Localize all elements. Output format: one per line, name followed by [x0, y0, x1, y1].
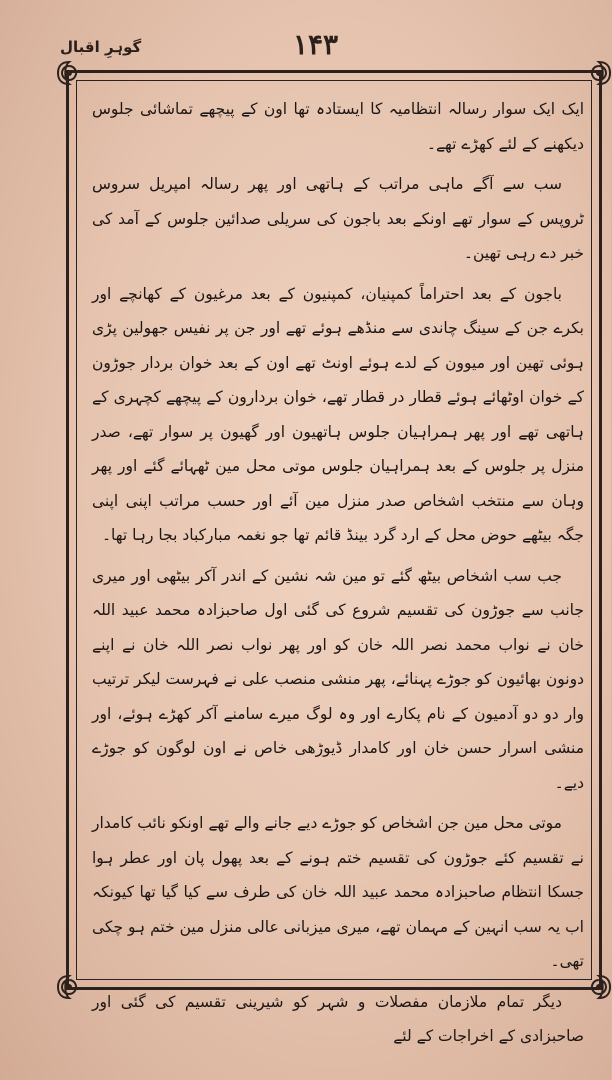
corner-ornament-icon	[586, 60, 612, 86]
corner-ornament-icon	[56, 60, 82, 86]
paragraph: سب سے آگے ماہی مراتب کے ہاتھی اور پھر رسالہ امپریل سروس ٹروپس کے سوار تھے اونکے بعد باجون کی سریلی صدائین جلوس کے آمد کی خبر دے رہی تھین۔	[92, 175, 584, 262]
body-text	[92, 92, 584, 1045]
corner-ornament-icon	[56, 974, 82, 1000]
corner-ornament-icon	[586, 974, 612, 1000]
paragraph: باجون کے بعد احتراماً کمپنیان، کمپنیون کے بعد مرغیون کے کھانچے اور بکرے جن کے سینگ چاندی سے منڈھے ہوئے تھے اور جن پر نفیس جھولین پڑی ہوئی تھین اور میوون کے لدے ہوئے اونٹ تھے اون کے بعد خوان بردار جوڑون کے خوان اوٹھائے ہوئے قطار در قطار تھے، خوان بردارون کے پیچھے کچہری کے ہاتھی تھے اور پھر ہمراہیان جلوس ہاتھیون اور گھیون پر سوار تھے، صدر منزل پر جلوس کے بعد ہمراہیان جلوس موتی محل مین ٹھہائے گئے اور پھر وہان سے منتخب اشخاص صدر منزل مین آئے اور حسب مراتب اپنی اپنی جگہ بیٹھے حوض محل کے ارد گرد بینڈ قائم تھا جو نغمہ مبارکباد بجا رہا تھا۔	[92, 284, 584, 544]
paragraph: دیگر تمام ملازمان مفصلات و شہر کو شیرینی تقسیم کی گئی اور صاحبزادی کے اخراجات کے لئے	[92, 992, 584, 1045]
page-number: ۱۴۳	[292, 28, 339, 61]
paragraph: ایک ایک سوار رسالہ انتظامیہ کا ایستادہ تھا اون کے پیچھے تماشائی جلوس دیکھنے کے لئے کھڑے تھے۔	[92, 100, 584, 153]
paragraph: جب سب اشخاص بیٹھ گئے تو مین شہ نشین کے اندر آکر بیٹھی اور میری جانب سے جوڑون کی تقسیم شروع کی گئی اول صاحبزادہ محمد عبید اللہ خان نے نواب محمد نصر اللہ خان کو اور پھر نواب نصر اللہ خان نے اپنے دونون بھائیون کو جوڑے پہنائے، پھر منشی منصب علی نے فہرست لیکر ترتیب وار دو دو آدمیون کے نام پکارے اور وہ لوگ میرے سامنے آکر کھڑے ہوئے، اور منشی اسرار حسن خان اور کامدار ڈیوڑھی خاص نے اون لوگون کو جوڑے دیے۔	[92, 566, 584, 792]
page-header	[60, 28, 571, 68]
running-title: گوہرِ اقبال	[60, 38, 142, 56]
paragraph: موتی محل مین جن اشخاص کو جوڑے دیے جانے والے تھے اونکو نائب کامدار نے تقسیم کئے جوڑون کی تقسیم ختم ہونے کے بعد پھول پان اور عطر ہوا جسکا انتظام صاحبزادہ محمد عبید اللہ خان کی طرف سے کیا گیا تھا کیونکہ اب یہ سب انہین کے مہمان تھے، میری میزبانی عالی منزل مین ختم ہو چکی تھی۔	[92, 814, 584, 970]
